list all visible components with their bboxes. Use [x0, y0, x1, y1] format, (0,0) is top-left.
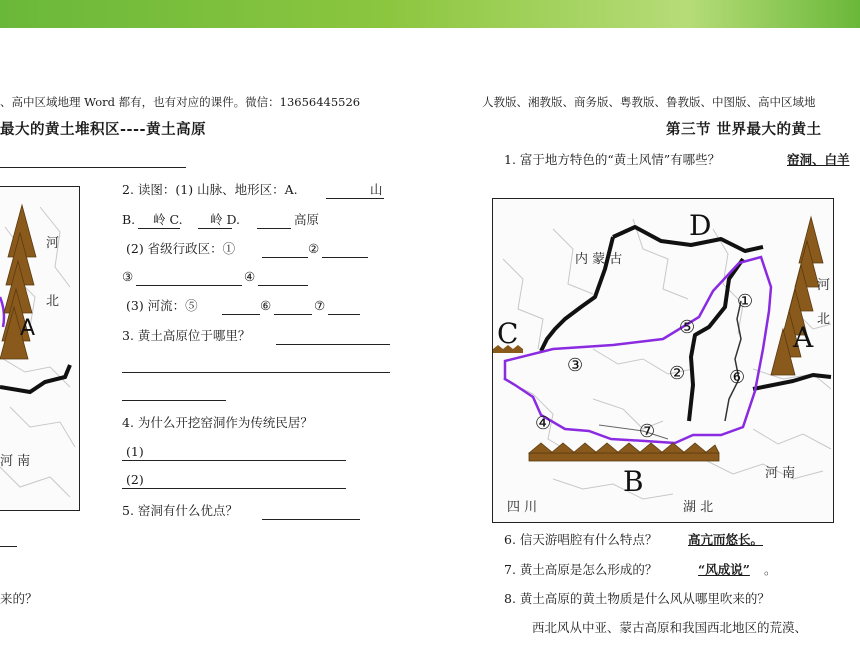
right-header: 人教版、湘教版、商务版、粤教版、鲁教版、中图版、高中区域地 [482, 95, 816, 109]
right-map-hubei: 湖 北 [683, 500, 714, 515]
left-map-A: A [20, 316, 36, 341]
right-map-svg [493, 199, 833, 522]
right-q1-answer: 窑洞、白羊 [787, 152, 850, 167]
left-q5-blank [262, 519, 360, 520]
left-q2-blank-4 [258, 285, 308, 286]
right-q7: 7. 黄土高原是怎么形成的？ [504, 562, 658, 577]
left-q2-line2c: 岭 D. [210, 212, 241, 227]
left-q2-line1: 2. 读图：(1) 山脉、地形区：A. [122, 182, 298, 197]
left-map [0, 186, 80, 511]
left-q2-sub2: (2) 省级行政区：① [126, 241, 236, 256]
left-q2-blank-1 [262, 257, 308, 258]
left-map-purple-line [0, 297, 4, 327]
left-q2-sub2b: ② [308, 241, 320, 256]
left-q4-2: (2) [126, 472, 144, 487]
right-q6: 6. 信天游唱腔有什么特点？ [504, 532, 658, 547]
left-q3: 3. 黄土高原位于哪里？ [122, 328, 251, 343]
right-map-num-7: ⑦ [639, 421, 656, 442]
left-q2-line2d: 高原 [294, 212, 320, 227]
left-map-hebei-1: 河 [46, 236, 60, 251]
left-q2-sub2c: ③ [122, 269, 134, 284]
right-map-river-2 [599, 425, 668, 439]
left-q4: 4. 为什么开挖窑洞作为传统民居？ [122, 415, 313, 430]
left-bottom-blank [0, 546, 17, 547]
left-q2-sub3b: ⑥ [260, 298, 272, 313]
right-map-num-4: ④ [535, 413, 552, 434]
left-q2-blank-D [257, 228, 291, 229]
right-map-mountain-B-icon [529, 443, 719, 461]
right-map-river [725, 301, 741, 421]
left-q2-blank-B [138, 228, 180, 229]
left-q2-blank-5 [222, 314, 260, 315]
right-map-num-3: ③ [567, 355, 584, 376]
left-q3-blank-3 [122, 400, 226, 401]
left-q2-sub2d: ④ [244, 269, 256, 284]
right-map-num-2: ② [669, 363, 686, 384]
right-map-C: C [497, 317, 519, 350]
top-banner [0, 0, 860, 28]
left-q2-blank-A [326, 198, 384, 199]
right-map-sichuan: 四 川 [507, 500, 538, 515]
right-map-num-6: ⑥ [729, 367, 746, 388]
right-map-A: A [793, 321, 814, 354]
left-q2-blank-3 [136, 285, 242, 286]
left-map-boundary [0, 365, 70, 392]
right-map-B: B [623, 465, 644, 498]
left-q4-1: (1) [126, 444, 144, 459]
left-map-svg [0, 187, 79, 510]
right-q8: 8. 黄土高原的黄土物质是什么风从哪里吹来的？ [504, 591, 770, 606]
right-q7-answer: “风成说” [698, 562, 750, 577]
left-bottom-fragment: 来的？ [0, 591, 38, 606]
left-q2-line2b: 岭 C. [153, 212, 183, 227]
left-q2-line1-end: 山 [370, 182, 383, 197]
left-q2-sub3: (3) 河流：⑤ [126, 298, 198, 313]
right-map-hebei-2: 北 [817, 312, 831, 327]
right-map-D: D [689, 209, 712, 242]
left-q2-blank-C [198, 228, 232, 229]
right-title: 第三节 世界最大的黄土 [666, 121, 822, 138]
right-q6-answer: 高亢而悠长。 [688, 532, 764, 547]
right-map [492, 198, 834, 523]
left-header: 、高中区域地理 Word 都有，也有对应的课件。微信：13656445526 [0, 95, 361, 109]
right-map-num-1: ① [737, 291, 754, 312]
right-q8-answer: 西北风从中亚、蒙古高原和我国西北地区的荒漠、 [532, 620, 808, 635]
left-title-underline [0, 167, 186, 168]
left-title: 最大的黄土堆积区----黄土高原 [0, 121, 207, 138]
left-q2-line2a: B. [122, 212, 136, 227]
right-map-num-5: ⑤ [679, 317, 696, 338]
right-map-neimenggu: 内 蒙 古 [575, 252, 623, 267]
left-map-henan: 河 南 [0, 454, 31, 469]
right-q7-end: 。 [764, 562, 777, 577]
left-q2-blank-2 [322, 257, 368, 258]
left-map-hebei-2: 北 [46, 294, 60, 309]
left-q3-blank [276, 344, 390, 345]
left-q2-blank-7 [328, 314, 360, 315]
left-q2-blank-6 [274, 314, 312, 315]
left-q4-1-blank [122, 460, 346, 461]
left-q4-2-blank [122, 488, 346, 489]
right-map-henan: 河 南 [765, 466, 796, 481]
left-q5: 5. 窑洞有什么优点？ [122, 503, 238, 518]
left-q2-sub3c: ⑦ [314, 298, 326, 313]
right-q1: 1. 富于地方特色的“黄土风情”有哪些？ [504, 152, 721, 167]
right-map-hebei-1: 河 [817, 278, 831, 293]
left-q3-blank-2 [122, 372, 390, 373]
